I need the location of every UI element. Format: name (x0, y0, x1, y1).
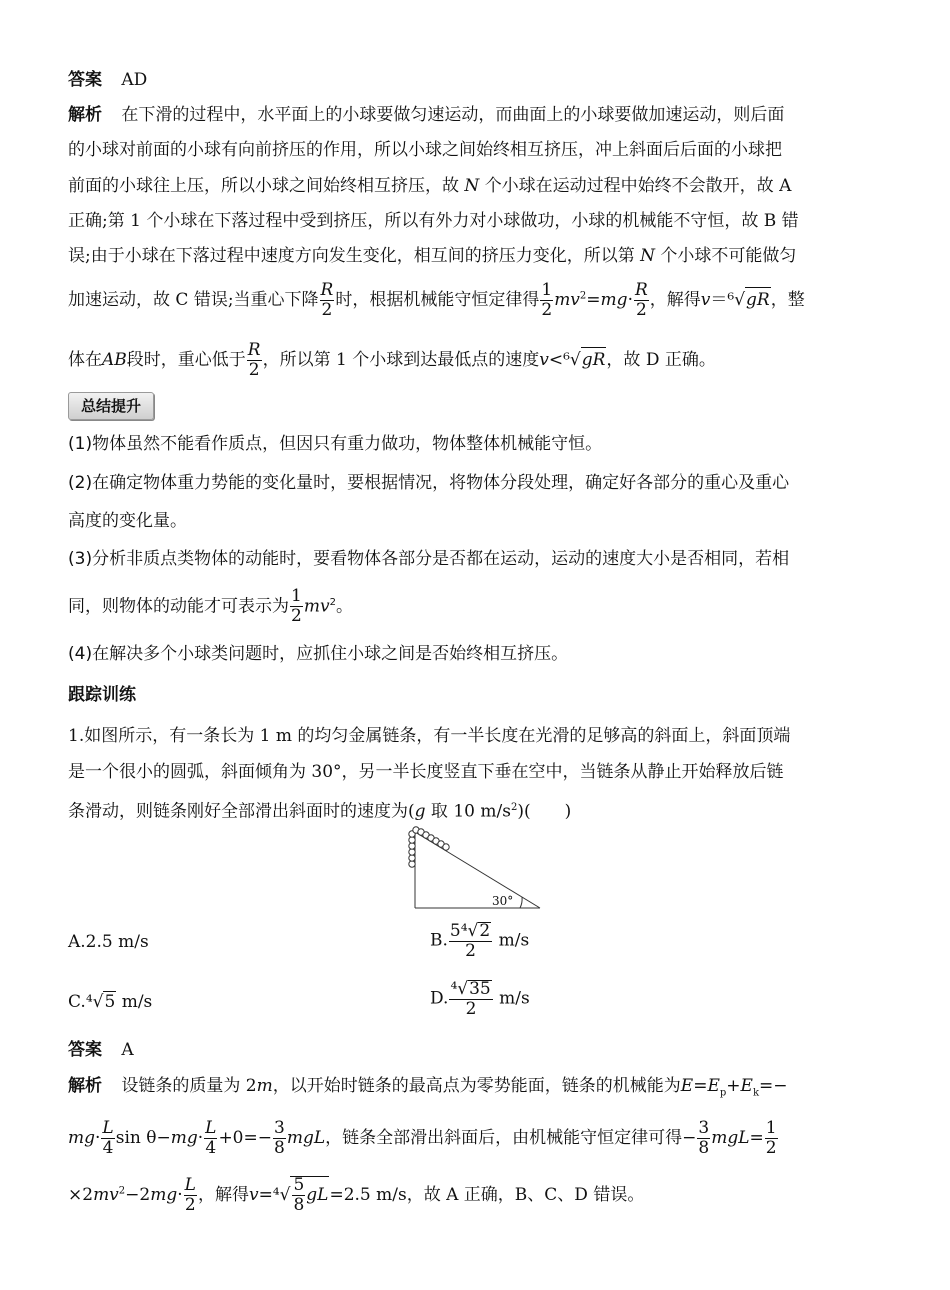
question-text: 取 10 m/s (425, 801, 511, 822)
analysis-text: 加速运动，故 C 错误;当重心下降 (68, 290, 319, 310)
analysis-text: 前面的小球往上压，所以小球之间始终相互挤压，故 (68, 176, 459, 196)
summary-text: 同，则物体的动能才可表示为 (68, 596, 289, 617)
analysis-line: 解析 设链条的质量为 2m，以开始时链条的最高点为零势能面，链条的机械能为$E=E_p+E_k=-$ (68, 1076, 788, 1099)
analysis-text: 误;由于小球在下落过程中速度方向发生变化，相互间的挤压力变化，所以第 (68, 246, 635, 266)
question-line: 是一个很小的圆弧，斜面倾角为 30°，另一半长度竖直下垂在空中，当链条从静止开始释放后链 (68, 762, 784, 782)
fraction-l-over-2: $\frac{L}{2}$ (184, 1175, 196, 1215)
analysis-text: ，解得 (649, 290, 701, 310)
analysis-text: 时，根据机械能守恒定律得 (335, 290, 540, 310)
analysis-line: 误;由于小球在下落过程中速度方向发生变化，相互间的挤压力变化，所以第 N 个小球不可能做匀 (68, 246, 797, 266)
question-text: 条滑动，则链条刚好全部滑出斜面时的速度为( (68, 801, 415, 822)
fraction-r-over-2: $\frac{R}{2}$ (320, 280, 334, 320)
fraction-half: $\frac{1}{2}$ (541, 280, 553, 320)
fraction-r-over-2: $\frac{R}{2}$ (247, 340, 261, 380)
answer-value: AD (121, 70, 148, 90)
analysis-text: 体在 (68, 350, 102, 370)
answer-row (68, 1038, 134, 1062)
summary-point-4: (4)在解决多个小球类问题时，应抓住小球之间是否始终相互挤压。 (68, 644, 569, 664)
analysis-text: =2.5 m/s，故 A 正确，B、C、D 错误。 (329, 1185, 645, 1205)
option-b-fraction: $\frac{\text{5⁴√2}}{2}$ (449, 921, 491, 961)
analysis-label: 解析 (68, 1076, 102, 1096)
answer-label: 答案 (68, 70, 102, 90)
analysis-text: ，以开始时链条的最高点为零势能面，链条的机械能为 (272, 1076, 681, 1096)
analysis-line: 加速运动，故 C 错误;当重心下降 $\frac{R}{2}$ 时，根据机械能守恒定律得 $\frac{1}{2}$ $mv^2=mg\cdot$ $\frac{R}{2}$ ，解得v＝⁶√gR，整 (68, 280, 805, 320)
analysis-text: sin θ− (115, 1128, 171, 1148)
fraction-3-over-8: $\frac{3}{8}$ (698, 1118, 710, 1158)
analysis-text: ，解得 (197, 1185, 249, 1205)
analysis-line: 正确;第 1 个小球在下落过程中受到挤压，所以有外力对小球做功，小球的机械能不守恒，故 B 错 (68, 211, 799, 231)
option-label: C. (68, 992, 86, 1012)
question-line: 1.如图所示，有一条长为 1 m 的均匀金属链条，有一半长度在光滑的足够高的斜面上，斜面顶端 (68, 726, 791, 746)
analysis-line (68, 103, 784, 127)
fraction-l-over-4: $\frac{L}{4}$ (102, 1118, 114, 1158)
analysis-line: 前面的小球往上压，所以小球之间始终相互挤压，故 N 个小球在运动过程中始终不会散开，故 A (68, 176, 792, 196)
analysis-text: ，所以第 1 个小球到达最低点的速度 (262, 350, 540, 370)
angle-arc (520, 897, 522, 908)
option-d (430, 980, 530, 1018)
analysis-text: 设链条的质量为 2 (121, 1076, 257, 1096)
fraction-half: $\frac{1}{2}$ (765, 1118, 777, 1158)
training-heading: 跟踪训练 (68, 685, 136, 705)
question-line: 条滑动，则链条刚好全部滑出斜面时的速度为(g 取 10 $m/s^2$)( ) (68, 801, 572, 822)
incline-chain-figure (400, 824, 550, 914)
fraction-l-over-4: $\frac{L}{4}$ (205, 1118, 217, 1158)
analysis-text: = (749, 1128, 764, 1148)
option-label: B. (430, 930, 448, 951)
analysis-line: 体在AB段时，重心低于 $\frac{R}{2}$ ，所以第 1 个小球到达最低点的速度v<⁶√gR，故 D 正确。 (68, 340, 716, 380)
fraction-half: $\frac{1}{2}$ (291, 586, 302, 626)
analysis-text: 个小球在运动过程中始终不会散开，故 A (484, 176, 792, 196)
angle-label: 30° (492, 894, 514, 908)
summary-badge: 总结提升 (68, 392, 154, 420)
summary-point-3-cont: 同，则物体的动能才可表示为 $\frac{1}{2}$ $mv^2$。 (68, 586, 353, 626)
fraction-r-over-2: $\frac{R}{2}$ (634, 280, 648, 320)
unit: m/s (121, 992, 153, 1012)
analysis-text: ×2 (68, 1185, 94, 1205)
unit: m/s (499, 988, 530, 1009)
analysis-text: −2 (125, 1185, 151, 1205)
option-b (430, 922, 529, 960)
answer-label: 答案 (68, 1040, 102, 1060)
analysis-text: 段时，重心低于 (126, 350, 246, 370)
analysis-text: ，整 (770, 290, 805, 310)
summary-point-3: (3)分析非质点类物体的动能时，要看物体各部分是否都在运动，运动的速度大小是否相同，若相 (68, 549, 790, 569)
analysis-line: mg· $\frac{L}{4}$ sin θ−mg· $\frac{L}{4}$ +0=− $\frac{3}{8}$ mgL，链条全部滑出斜面后，由机械能守恒定律可得− $\frac{3}{8}$ mgL= $\frac{1}{2}$ (68, 1118, 777, 1158)
option-a: A.2.5 m/s (68, 932, 149, 952)
summary-point-2-cont: 高度的变化量。 (68, 511, 187, 531)
answer-value: A (121, 1040, 134, 1060)
analysis-text: 个小球不可能做匀 (660, 246, 797, 266)
analysis-text: 在下滑的过程中，水平面上的小球要做匀速运动，而曲面上的小球要做加速运动，则后面 (121, 105, 785, 125)
option-d-fraction: $\frac{\text{⁴√35}}{2}$ (450, 979, 491, 1019)
unit: m/s (498, 930, 530, 951)
answer-row (68, 68, 147, 92)
fraction-3-over-8: $\frac{3}{8}$ (274, 1118, 285, 1158)
option-c: C.⁴√5 m/s (68, 992, 153, 1012)
analysis-line: 的小球对前面的小球有向前挤压的作用，所以小球之间始终相互挤压，冲上斜面后后面的小球把 (68, 140, 782, 160)
summary-point-1: (1)物体虽然不能看作质点，但因只有重力做功，物体整体机械能守恒。 (68, 434, 603, 454)
analysis-label: 解析 (68, 105, 102, 125)
analysis-text: ，故 D 正确。 (606, 350, 716, 370)
option-label: D. (430, 988, 449, 1009)
analysis-text: +0=− (218, 1128, 272, 1148)
question-text: )( ) (517, 801, 572, 822)
analysis-text: ，链条全部滑出斜面后，由机械能守恒定律可得− (325, 1128, 697, 1148)
summary-point-2: (2)在确定物体重力势能的变化量时，要根据情况，将物体分段处理，确定好各部分的重心及重心 (68, 473, 790, 493)
analysis-line: $\times 2mv^2-2mg\cdot$ $\frac{L}{2}$ ，解得v=⁴√ $\frac{5}{8}$ gL=2.5 m/s，故 A 正确，B、C、D 错误。 (68, 1175, 645, 1215)
fraction-5-over-8: $\frac{5}{8}$ (293, 1175, 305, 1215)
